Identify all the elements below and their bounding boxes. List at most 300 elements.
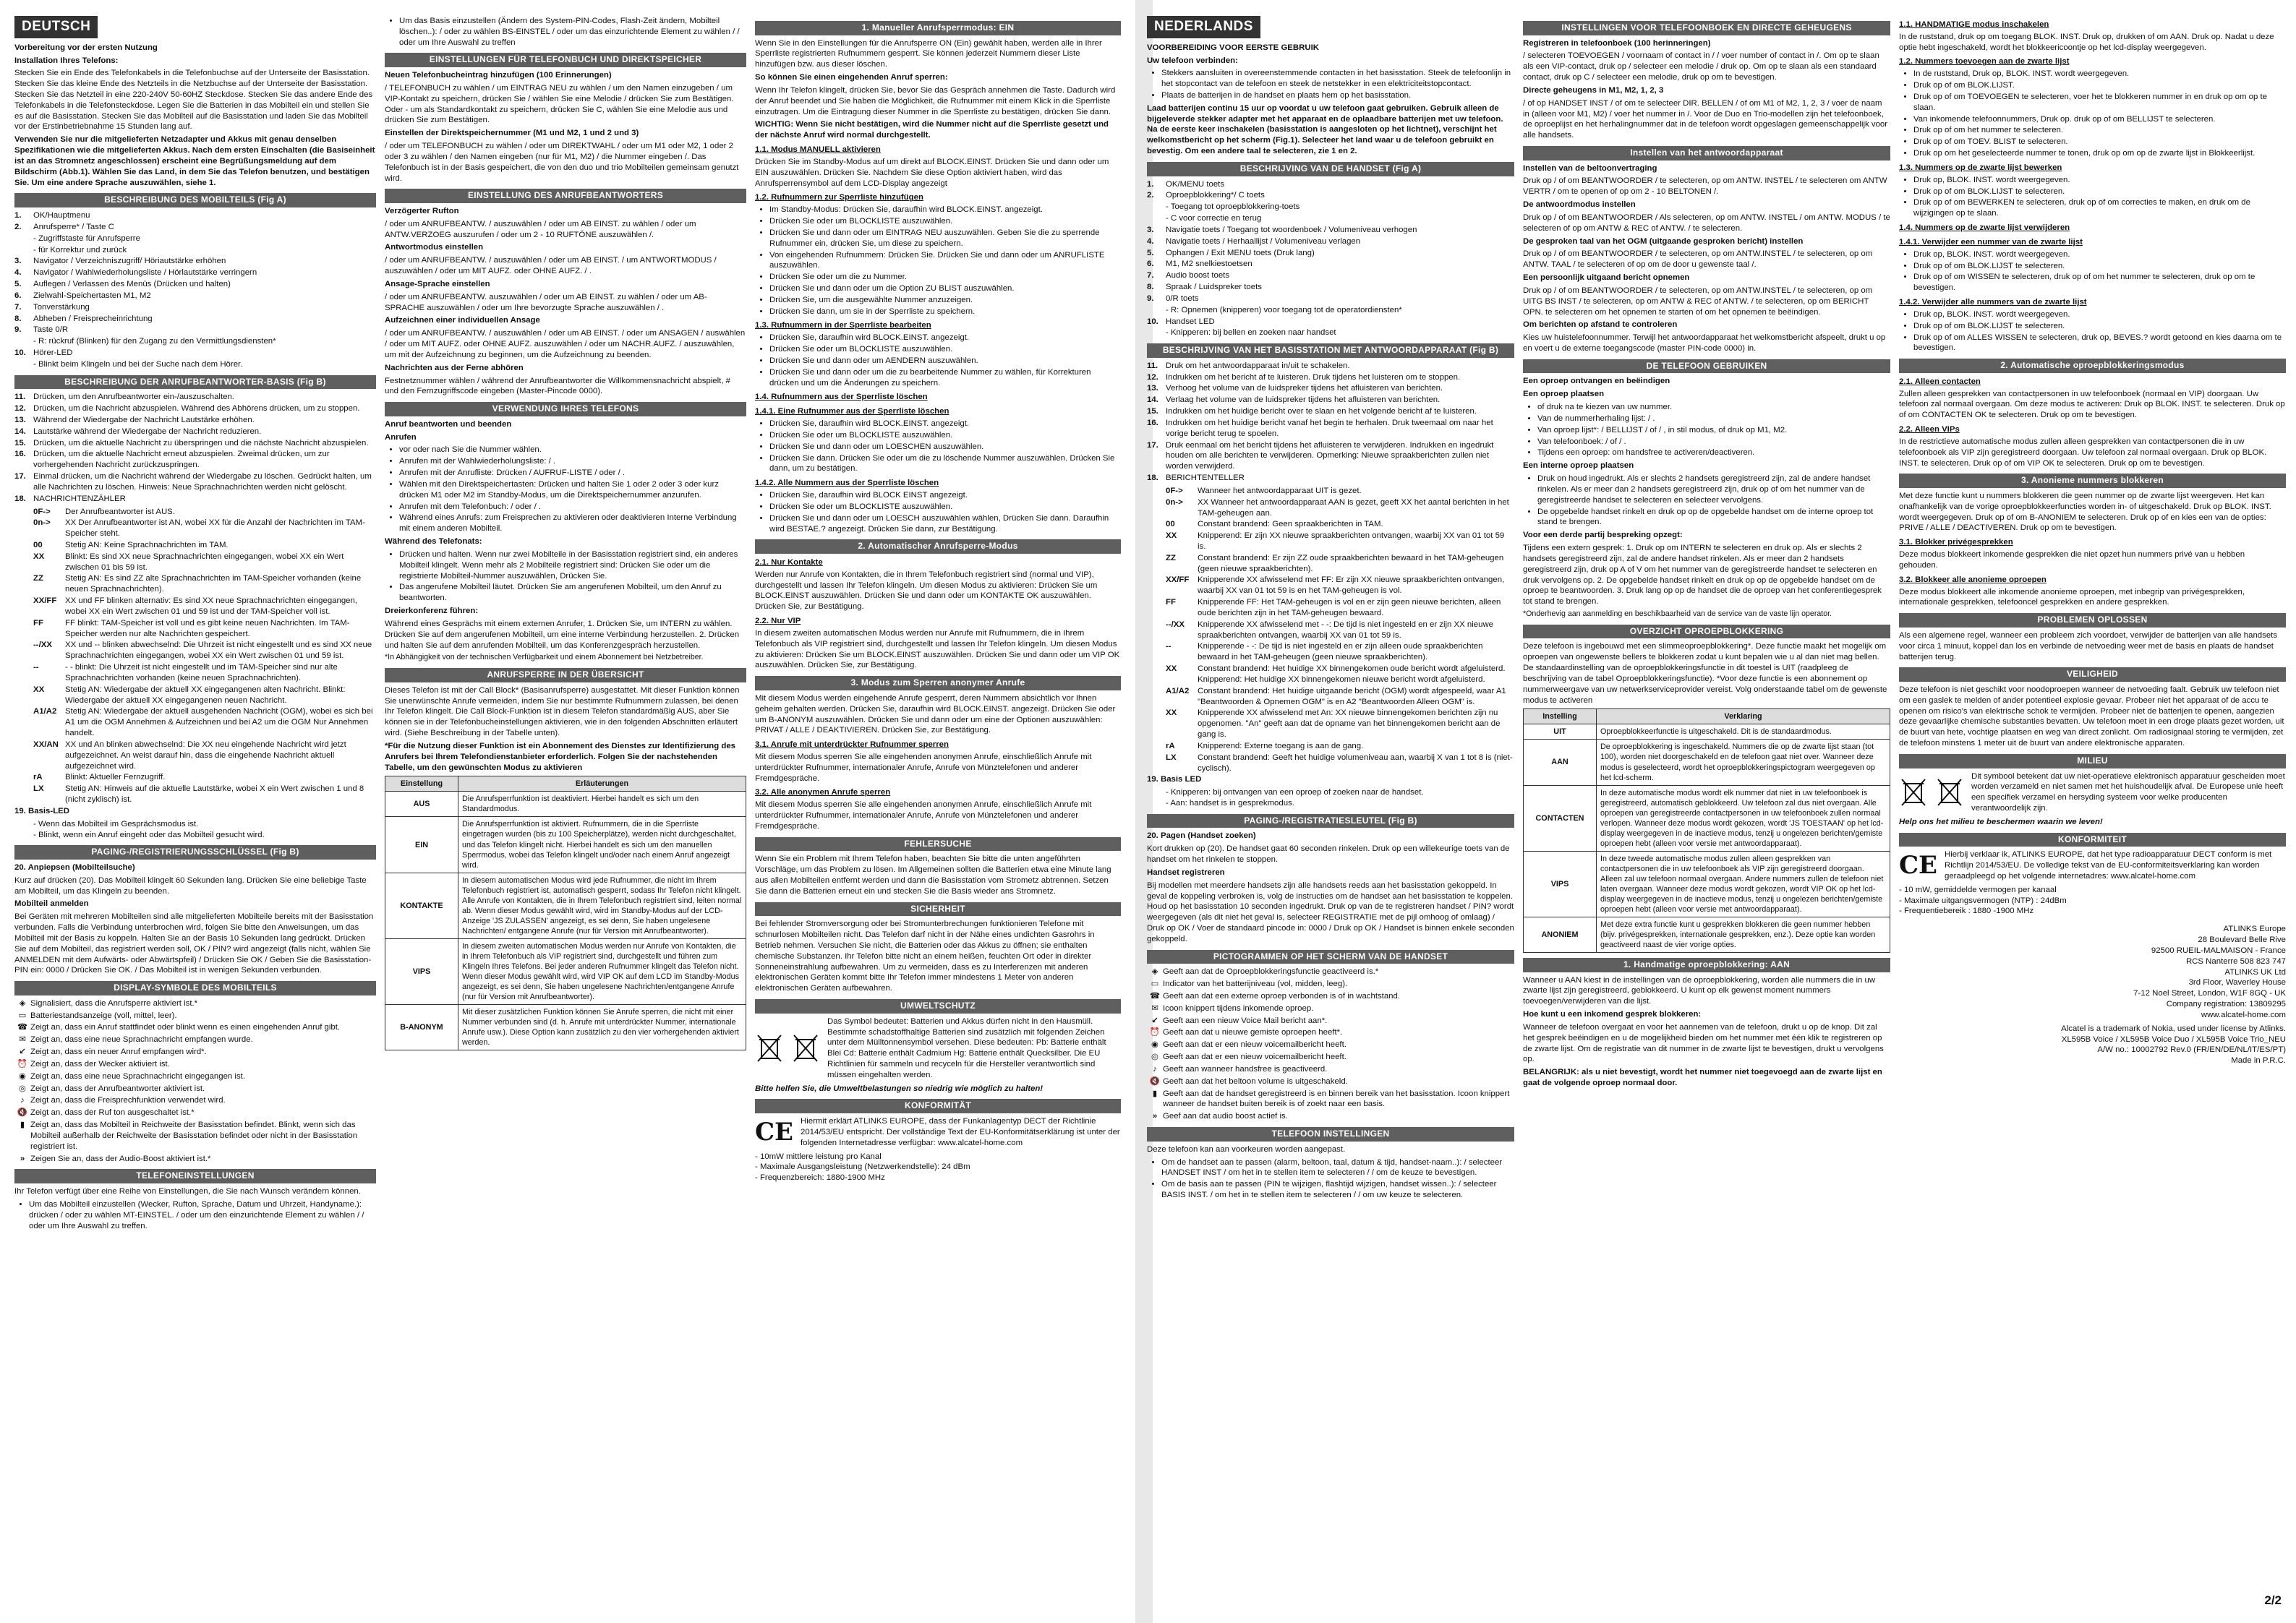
de-142-list (755, 490, 1121, 534)
nl-paging-heading: PAGING-/REGISTRATIESLEUTEL (Fig B) (1147, 814, 1514, 828)
counter-desc: Knipperende XX afwisselend met An: XX nieuwe binnengekomen berichten zijn nu opgenomen. "An" geeft aan dat de opname van het binnengekomen bericht aan de gang is. (1198, 708, 1501, 740)
list-item (1147, 236, 1514, 247)
icon-description: Zeigt an, dass das Mobilteil in Reichweite der Basisstation befindet. Blinkt, wenn sich das Mobilteil außerhalb der Reichweite der Basisstation befindet oder nicht in der Basisstation registriert ist. (30, 1121, 358, 1151)
list-item (14, 210, 376, 221)
list-item: • Drücken Sie und dann oder um die zu bearbeitende Nummer zu wählen, für Korrekturen drücken und um die Änderungen zu speichern. (769, 367, 1121, 389)
counter-row (1166, 664, 1514, 685)
list-item: • Drücken Sie und dann oder um AENDERN auszuwählen. (769, 356, 1121, 367)
icon-legend-row (14, 1120, 376, 1152)
model-list: XL595B Voice / XL595B Voice Duo / XL595B Voice Trio_NEU (2061, 1035, 2286, 1044)
table-row (385, 1004, 746, 1050)
table-row (1524, 724, 1890, 740)
list-item: • Druk op of om TOEVOEGEN te selecteren, voer het te blokkeren nummer in en druk op om op te slaan. (1913, 92, 2286, 114)
item-text: Druk eenmaal om het bericht tijdens het afluisteren te verwijderen. Indrukken en ingedrukt houden om alle berichten te verwijderen. Opmerking: Nieuwe spraakberichten zullen niet worden verwijderd. (1166, 440, 1494, 471)
list-item: • Anrufen mit der Wahlwiederholungsliste: / . (399, 456, 746, 467)
icon-description: Zeigt an, dass ein Anruf stattfindet oder blinkt wenn es einen eingehenden Anruf gibt. (30, 1023, 341, 1032)
de-block-text: Dieses Telefon ist mit der Call Block* (Basisanrufsperre) ausgestattet. Mit dieser Funktion können Sie unerwünschte Anrufe vermeiden, indem Sie nur bestimmte Rufnummern zulassen, bei denen Ihr Telefon klingelt. Die Call Block-Funktion ist in diesem Telefon standardmäßig AUS, aber Sie können sie in der Telefonbucheinstellungen aktivieren, wie in den folgenden Abschnitten erläutert wird. (Siehe Beschreibung in der Tabelle unten). (385, 685, 740, 738)
counter-code: ZZ (1166, 553, 1176, 562)
display-symbol-icon: ⏰ (17, 1059, 28, 1069)
de-142-heading: 1.4.2. Alle Nummern aus der Sperrliste löschen (755, 479, 939, 488)
de-rec-heading: Aufzeichnen einer individuellen Ansage (385, 316, 540, 325)
icon-description: Geeft aan dat de Oproepblokkeringsfunctie geactiveerd is.* (1163, 967, 1379, 977)
icon-legend-row (14, 1047, 376, 1058)
icon-legend-row (14, 1084, 376, 1095)
display-symbol-icon: ◉ (1151, 1040, 1158, 1050)
nl-table-header-setting: Instelling (1524, 709, 1597, 724)
counter-code: FF (33, 618, 43, 628)
de-fault-text: Wenn Sie ein Problem mit Ihrem Telefon haben, beachten Sie bitte die unten angeführten Vorschläge, um das Problem zu lösen. Im Allgemeinen sollten die Batterien etwa eine Minute lang aus allen Mobilteilen entfernt werden und dann die Basisstation vom Strometz abtrennen. Setzen Sie dann die Batterien erneut ein und stecken Sie die Basis wieder ans Stromnetz. (755, 855, 1111, 896)
item-number: 17. (1147, 440, 1158, 450)
list-item: • Druk op of om ALLES WISSEN te selecteren, druk op, BEVES.? wordt getoond en kies daarna om te bevestigen. (1913, 333, 2286, 354)
item-text: Lautstärke während der Wiedergabe der Nachricht reduzieren. (33, 427, 262, 436)
de-table-header-explanation: Erläuterungen (458, 776, 746, 792)
item-text: Taste 0/R (33, 325, 69, 335)
counter-desc: Blinkt: Aktueller Fernzugriff. (65, 773, 166, 782)
list-item (14, 348, 376, 359)
item-number: 7. (14, 302, 22, 312)
item-number: 11. (14, 393, 26, 402)
mode-name: AUS (385, 792, 458, 817)
counter-desc: Wanneer het antwoordapparaat UIT is gezet. (1198, 486, 1362, 495)
text-line: - Blinkt, wenn ein Anruf eingeht oder das Mobilteil gesucht wird. (33, 830, 265, 839)
list-item (1147, 190, 1514, 201)
list-item: • Van telefoonboek: / of / . (1537, 437, 1890, 447)
counter-code: A1/A2 (33, 707, 57, 716)
list-item: • Druk op, BLOK. INST. wordt weergegeven. (1913, 175, 2286, 186)
de-conformity-text: Hiermit erklärt ATLINKS EUROPE, dass der Funkanlagentyp DECT der Richtlinie 2014/53/EU entspricht. Der vollständige Text der EU-Konformitätserklärung ist unter der folgenden Internetadresse verfügbar: www.alcatel-home.com (800, 1117, 1120, 1147)
list-item (1147, 361, 1514, 372)
de-telset-bullet-2: • Um das Basis einzustellen (Ändern des System-PIN-Codes, Flash-Zeit ändern, Mobilteil löschen..): / oder zu wählen BS-EINSTEL / oder um das einzurichtende Element zu wählen / / oder um Ihre Auswahl zu treffen (399, 16, 746, 48)
list-item: • vor oder nach Sie die Nummer wählen. (399, 445, 746, 455)
item-number: 1. (1147, 179, 1154, 189)
nl-fault-text: Als een algemene regel, wanneer een probleem zich voordoet, verwijder de batterijen van alle handsets voor circa 1 minuut, koppel dan los en verbinde de netvoeding weer met de basis en plaats de handset batterijen terug. (1899, 630, 2278, 661)
list-item: • Van de nummerherhaling lijst: / . (1537, 414, 1890, 424)
icon-description: Geeft aan dat u nieuwe gemiste oproepen heeft*. (1163, 1028, 1343, 1037)
nl-overview-text: Deze telefoon is ingebouwd met een slimmeoproepblokkering*. Deze functie maakt het mogelijk om oproepen van ongewenste bellers te blokkeren zodat u kunt bepalen wie u al dan niet mag bellen. De standaardinstelling van de oproepblokkeringsfunctie in dit toestel is UIT (raadpleeg de beschrijving van de tabel Oproepblokkeringsfunctie). *Voor deze functie is een abonnement op nummerweergave van uw netwerkserviceprovider vereist. Volg onderstaande tabel om de gewenste modus te activeren (1523, 642, 1887, 705)
icon-description: Geeft aan dat het beltoon volume is uitgeschakeld. (1163, 1076, 1348, 1086)
nl-13-heading: 1.3. Nummers op de zwarte lijst bewerken (1899, 163, 2062, 172)
mode-name: VIPS (1524, 851, 1597, 917)
item-text: Einmal drücken, um die Nachricht während der Wiedergabe zu löschen. Gedrückt halten, um alle Nachrichten zu löschen. Hinweis: Neue Sprachnachrichten werden nicht gelöscht. (33, 472, 372, 492)
item-number: 4. (14, 268, 22, 278)
nl-14-heading: 1.4. Nummers op de zwarte lijst verwijderen (1899, 223, 2070, 233)
nl-mode-text: Druk op / of om BEANTWOORDER / Als selecteren, op om ANTW. INSTEL / om ANTW. MODUS / te selecteren of op om ANTW & REC of ANTW. / te selecteren. (1523, 213, 1890, 233)
icon-description: Zeigt an, dass der Wecker aktiviert ist. (30, 1059, 170, 1069)
list-item: • Van inkomende telefoonnummers, Druk op. druk op of om BELLIJST te selecteren. (1913, 114, 2286, 125)
de-delay-text: / oder um ANRUFBEANTW. / auszuwählen / oder um AB EINST. zu wählen / oder um ANTW.VERZOEG auszurufen / oder um 2 - 10 RUFTÖNE auszuwählen /. (385, 219, 696, 239)
list-item: • Druk op of om TOEV. BLIST te selecteren. (1913, 137, 2286, 147)
item-text: Ophangen / Exit MENU toets (Druk lang) (1166, 248, 1315, 257)
nl-conformity-row (1899, 849, 2286, 881)
item-number: 15. (14, 438, 26, 447)
nl-tam-heading: Instellen van het antwoordapparaat (1523, 146, 1890, 160)
de-rec-text: / oder um ANRUFBEANTW. / auszuwählen / oder um AB EINST. / oder um ANSAGEN / auswählen / oder um MIT AUFZ. oder OHNE AUFZ. auszuwählen / oder um NACHR.AUFZ. / auszuwählen, um mit der Aufzeichnung zu beginnen, um die Aufzeichnung zu beenden. (385, 329, 746, 359)
counter-row (1166, 531, 1514, 552)
de-32-heading: 3.2. Alle anonymen Anrufe sperren (755, 788, 891, 797)
list-item (14, 267, 376, 278)
de-base-list (14, 392, 376, 504)
item-number: 14. (14, 427, 26, 436)
counter-code: LX (1166, 753, 1177, 762)
item-text: Druk om het antwoordapparaat in/uit te schakelen. (1166, 361, 1350, 370)
counter-desc: Knipperend: Externe toegang is aan de gang. (1198, 741, 1364, 750)
nl-auto-heading: 2. Automatische oproepblokkeringsmodus (1899, 359, 2286, 373)
text-line: - Aan: handset is in gesprekmodus. (1166, 799, 1294, 808)
list-item (1147, 383, 1514, 394)
nl-env-row (1899, 771, 2286, 814)
nl-13-list (1899, 175, 2286, 219)
de-13-list (755, 333, 1121, 388)
list-item (14, 449, 376, 471)
list-item: • Von eingehenden Rufnummern: Drücken Sie. Drücken Sie und dann oder um ANRUFLISTE auszuwählen. (769, 250, 1121, 272)
icon-legend-row (1147, 1064, 1514, 1075)
counter-row (1166, 575, 1514, 596)
text-line: - 10mW mittlere leistung pro Kanal (755, 1152, 882, 1161)
icon-legend-row (1147, 1111, 1514, 1122)
list-item (14, 291, 376, 301)
counter-desc: Der Anrufbeantworter ist AUS. (65, 507, 175, 516)
mode-name: B-ANONYM (385, 1004, 458, 1050)
ce-mark-icon: CE (1899, 851, 1937, 881)
item-text: Während der Wiedergabe der Nachricht Lautstärke erhöhen. (33, 415, 255, 424)
nl-column-1 (1147, 16, 1514, 1609)
list-item (1147, 317, 1514, 327)
icon-description: Batteriestandsanzeige (voll, mittel, leer). (30, 1011, 177, 1020)
counter-code: --/XX (33, 641, 52, 650)
counter-row (1166, 708, 1514, 740)
counter-row (33, 662, 376, 684)
nl-remote-heading: Om berichten op afstand te controleren (1523, 320, 1678, 330)
list-item: • Das angerufene Mobilteil läutet. Drücken Sie am angerufenen Mobilteil, um den Anruf zu beantworten. (399, 582, 746, 604)
text-line: - Frequenzbereich: 1880-1900 MHz (755, 1173, 885, 1183)
mode-description: Mit dieser zusätzlichen Funktion können Sie Anrufe sperren, die nicht mit einer Nummer verbunden sind (d. h. Anrufe mit unterdrückter Nummer, internationale Anrufe usw.). Diese Option kann zusätzlich zu den vier vorhergehenden aktiviert werden. (458, 1004, 746, 1050)
counter-code: XX/FF (33, 596, 57, 606)
nl-conf-text: Tijdens een extern gesprek: 1. Druk op om INTERN te selecteren en druk op. Als er slechts 2 handsets geregistreerd zijn, zal de andere handset rinkelen. Als er meer dan 2 handsets geregistreerd zijn, druk op A of V om het nummer van de geregistreerde handset te selecteren en druk vervolgens op. 2. De opgebelde handset rinkelt en druk op op de opgebelde handset om de oproep te beantwoorden. 3. Druk lang op op de handset die de oproep van het conferentiegesprek tot stand te brengen. (1523, 544, 1882, 607)
de-direct-text: / oder um TELEFONBUCH zu wählen / oder um DIREKTWAHL / oder um M1 oder M2, 1 oder 2 oder 3 zu wählen / den Namen eingeben (nur für M1, M2) / die Nummer eingeben /. Das Telefonbuch ist in der Basis gespeichert, die von den duo und trio Mobilteilen gemeinsam genutzt wird. (385, 142, 739, 183)
de-31-text: Mit diesem Modus sperren Sie alle eingehenden anonymen Anrufe, einschließlich Anrufe mit unterdrückter Rufnummer, internationaler Anrufe, Anrufe von Münztelefonen und anderer Fremdgespräche. (755, 752, 1092, 783)
list-item: • Tijdens een oproep: om handsfree te activeren/deactiveren. (1537, 447, 1890, 458)
counter-row (1166, 686, 1514, 708)
list-item: • Während eines Anrufs: zum Freisprechen zu aktivieren oder deaktivieren Interne Verbindung mit einem anderen Mobilteil. (399, 513, 746, 534)
de-conformity-heading: KONFORMITÄT (755, 1099, 1121, 1113)
list-item: • Wählen mit den Direktspeichertasten: Drücken und halten Sie 1 oder 2 oder 3 oder kurz drücken M1 oder M2 im Standby-Modus, um die Direktspeichernummer anzurufen. (399, 479, 746, 501)
nl-delay-text: Druk op / of om BEANTWOORDER / te selecteren, op om ANTW. INSTEL / te selecteren om ANTW VERTR / om te openen of op om 2 - 10 BELTONEN /. (1523, 176, 1887, 197)
list-item (14, 471, 376, 493)
display-symbol-icon: ✉ (19, 1035, 26, 1045)
list-item: • Druk op of om het nummer te selecteren. (1913, 125, 2286, 136)
nl-manual-subheading: Hoe kunt u een inkomend gesprek blokkeren: (1523, 1010, 1702, 1019)
icon-legend-row (1147, 967, 1514, 977)
text-line: - Wenn das Mobilteil im Gesprächsmodus ist. (33, 819, 199, 828)
nl-conf-heading: Voor een derde partij bespreking opzegt: (1523, 531, 1683, 540)
nl-intro-bullets (1147, 68, 1514, 100)
icon-legend-row (1147, 1076, 1514, 1087)
counter-row (33, 596, 376, 617)
nl-mode-heading: De antwoordmodus instellen (1523, 200, 1636, 210)
nl-remote-text: Kies uw huistelefoonnummer. Terwijl het antwoordapparaat het welkomstbericht afspeelt, drukt u op en voert u de externe toegangscode (master PIN-code 0000) in. (1523, 333, 1886, 354)
counter-desc: XX und FF blinken alternativ: Es sind XX neue Sprachnachrichten eingegangen, wobei XX ein Wert zwischen 01 und 59 ist und der TAM-Speicher voll ist. (65, 596, 357, 616)
item-text: Navigator / Verzeichniszugriff/ Höriautstärke erhöhen (33, 257, 226, 266)
list-item: • Drücken Sie und dann oder um EINTRAG NEU auszuwählen. Geben Sie die zu sperrende Rufnummer ein, drücken Sie, um diese zu speichern. (769, 228, 1121, 249)
text-line: 28 Boulevard Belle Rive (2198, 935, 2286, 945)
counter-row (33, 518, 376, 539)
list-item: • of druk na te kiezen van uw nummer. (1537, 402, 1890, 413)
nl-conformity-specs (1899, 885, 2286, 917)
nl-31-heading: 3.1. Blokker privégesprekken (1899, 538, 2013, 547)
list-item (14, 392, 376, 403)
list-item (14, 438, 376, 449)
list-item: • Druk op of om WISSEN te selecteren, druk op of om het nummer te selecteren, druk op om te bevestigen. (1913, 272, 2286, 294)
nl-register-heading: Handset registreren (1147, 868, 1225, 877)
item-number (14, 336, 33, 347)
icon-legend-row (1147, 979, 1514, 990)
text-line: - 10 mW, gemiddelde vermogen per kanaal (1899, 885, 2057, 894)
item-number: 9. (14, 325, 22, 335)
list-item (14, 359, 376, 370)
text-line: 7-12 Noel Street, London, W1F 8GQ - UK (2133, 989, 2286, 998)
icon-description: Geeft aan dat de handset geregistreerd is en binnen bereik van het basisstation. Icoon knippert wanneer de handset buiten bereik is of zoekt naar een basis. (1163, 1089, 1510, 1109)
mode-description: In diesem automatischen Modus wird jede Rufnummer, die nicht im Ihrem Telefonbuch registriert ist, automatisch gesperrt, sodass Ihr Telefon nicht klingelt. Alle Anrufe von Kontakten, die in Ihrem Telefonbuch registriert sind, leiten normal ab. Wenn dieser Modus gewählt wird, wird im Standby-Modus auf der LCD-Anzeige 'JS ZULASSEN' angezeigt, es sei denn, Sie haben ungelesene Nachrichten/ entgangene Anrufe (nur für Version mit Anrufbeantworter). (458, 873, 746, 938)
de-paging-text: Kurz auf drücken (20). Das Mobilteil klingelt 60 Sekunden lang. Drücken Sie eine beliebige Taste am Mobilteil, um das Klingeln zu beenden. (14, 875, 367, 896)
counter-desc: Constant brandend: Geeft het huidige volumeniveau aan, waarbij X van 1 tot 8 is (niet-cyclisch). (1198, 753, 1513, 773)
de-32-text: Mit diesem Modus sperren Sie alle eingehenden anonymen Anrufe, einschließlich Anrufe mit unterdrückter Rufnummer, internationaler Anrufe, Anrufe von Münztelefonen und anderer Fremdgespräche. (755, 800, 1092, 831)
item-number: 3. (14, 257, 22, 266)
nl-12-list (1899, 69, 2286, 159)
counter-code: XX (1166, 531, 1177, 541)
counter-code: 00 (33, 541, 43, 549)
counter-code: XX (33, 552, 45, 561)
counter-code: rA (1166, 741, 1175, 750)
text-line: Company registration: 13809295 (2166, 1000, 2286, 1009)
item-text: Indrukken om het huidige bericht vanaf het begin te herhalen. Druk tweemaal om naar het vorige bericht terug te spoelen. (1166, 418, 1493, 438)
nl-book-subheading: Registreren in telefoonboek (100 herinneringen) (1523, 38, 1711, 48)
counter-row (1166, 519, 1514, 530)
display-symbol-icon: ✉ (1151, 1003, 1158, 1013)
de-safety-text: Bei fehlender Stromversorgung oder bei Stromunterbrechungen funktionieren Telefone mit schnurlosen Mobilteilen nicht. Das Telefon darf nicht in der Nähe eines undichten Gasrohrs in Betrieb nehmen. Versuchen Sie nicht, die Batterien oder das Akkus zu öffnen; sie enthalten chemische Substanzen. Ihr Telefon bitte nicht an einem heißen, feuchten Ort oder in direkter Sonneneinstrahlung aufbewahren. Um zu vermeiden, dass es zu Interferenzen mit anderen elektronischen Geräten kommt bitte Ihr Telefon immer mindestens 1 Meter von anderen elektronischen Geräten aufbewahren. (755, 920, 1095, 993)
list-item (1147, 406, 1514, 417)
table-row (1524, 851, 1890, 917)
de-manual-heading: 1. Manueller Anrufsperrmodus: EIN (755, 21, 1121, 35)
list-item: • Drücken Sie dann, um sie in der Sperrliste zu speichern. (769, 307, 1121, 317)
nl-led-lines (1147, 787, 1514, 809)
nl-env-help: Help ons het milieu te beschermen waarin we leven! (1899, 817, 2103, 826)
de-column-2 (385, 16, 746, 1609)
icon-description: Geeft aan wanneer handsfree is geactiveerd. (1163, 1064, 1328, 1074)
de-12-list (755, 205, 1121, 317)
list-item (14, 222, 376, 233)
de-block-heading: ANRUFSPERRE IN DER ÜBERSICHT (385, 668, 746, 682)
page-number: 2/2 (2264, 1593, 2282, 1607)
icon-legend-row (1147, 1003, 1514, 1014)
icon-legend-row (14, 1071, 376, 1082)
list-item: • Druk op of om BLOK.LIJST. (1913, 80, 2286, 91)
counter-desc: Knipperende FF: Het TAM-geheugen is vol en er zijn geen nieuwe berichten, alleen oude berichten zijn in het TAM-geheugen bewaard. (1198, 598, 1501, 617)
icon-legend-row (1147, 1089, 1514, 1110)
item-number (14, 359, 33, 370)
list-item (1147, 248, 1514, 259)
counter-row (33, 540, 376, 551)
nl-11-text: In de ruststand, druk op om toegang BLOK. INST. Druk op, drukken of om AAN. Druk op. Nadat u deze optie hebt ingeschakeld, wordt het blokkeericoontje op het lcd-display weergegeven. (1899, 32, 2274, 52)
de-call-heading: Anrufen (385, 432, 417, 442)
nl-manual-text: Wanneer u AAN kiest in de instellingen van de oproepblokkering, worden alle nummers die in uw zwarte lijst zijn geregistreerd, geblokkeerd. U kunt op elk gewenst moment nummers toevoegen/verwijderen van die lijst. (1523, 975, 1876, 1006)
mode-name: KONTAKTE (385, 873, 458, 938)
icon-legend-row (14, 1108, 376, 1118)
de-manual-text-2: Wenn Ihr Telefon klingelt, drücken Sie, bevor Sie das Gespräch annehmen die Taste. Dadurch wird der Anruf beendet und Sie haben die Möglichkeit, die Rufnummer mit einem Klick in die Sperrliste einzutragen. Um die Eintragung dieser Nummer in die Sperrliste zu bestätigen, drücken Sie dann. (755, 85, 1116, 116)
list-item: • Druk op of om BEWERKEN te selecteren, druk op of om correcties te maken, en druk om de wijzigingen op te slaan. (1913, 197, 2286, 219)
icon-description: Zeigt an, dass eine neue Sprachnachricht empfangen wurde. (30, 1035, 253, 1045)
display-symbol-icon: 🔇 (17, 1108, 28, 1118)
de-mode-heading: Antwortmodus einstellen (385, 243, 484, 252)
de-12-heading: 1.2. Rufnummern zur Sperrliste hinzufügen (755, 193, 923, 202)
item-text: Handset LED (1166, 317, 1215, 326)
de-manual-text: Wenn Sie in den Einstellungen für die Anrufsperre ON (Ein) gewählt haben, werden alle in Ihrer Sperrliste registrierten Rufnummern gesperrt. Sie können jederzeit Nummern dieser Liste hinzufügen bzw. aus dieser löschen. (755, 38, 1102, 69)
nl-int-heading: Een interne oproep plaatsen (1523, 461, 1634, 471)
item-text: - Zugriffstaste für Anrufsperre (33, 234, 140, 243)
nl-141-list (1899, 249, 2286, 294)
de-anon-text: Mit diesem Modus werden eingehende Anrufe gesperrt, deren Nummern absichtlich vor Ihnen geheim gehalten werden. Drücken Sie, daraufhin wird BLOCK.EINST. angezeigt. Drücken Sie oder um B-ANONYM auszuwählen. Drücken Sie und dann oder um eine der Optionen auszuwählen: PRIVAT / ALLE / DEAKTIVIEREN. Drücken Sie, zur Bestätigung. (755, 693, 1116, 735)
item-text: Spraak / Luidspreker toets (1166, 283, 1262, 292)
counter-row (33, 784, 376, 805)
counter-code: rA (33, 773, 43, 782)
de-manual-subheading: So können Sie einen eingehenden Anruf sperren: (755, 73, 948, 82)
icon-legend-row (14, 998, 376, 1009)
nl-conf-note: *Onderhevig aan aanmelding en beschikbaarheid van de service van de vaste lijn operator. (1523, 609, 1832, 619)
nl-block-table (1523, 708, 1890, 953)
text-line: - Maximale uitgangsvermogen (NTP) : 24dBm (1899, 896, 2067, 905)
de-table-body (385, 792, 746, 1050)
de-31-heading: 3.1. Anrufe mit unterdrückter Rufnummer sperren (755, 740, 949, 750)
item-text: Navigatie toets / Toegang tot woordenboek / Volumeniveau verhogen (1166, 225, 1417, 234)
item-number (14, 245, 33, 256)
counter-code: FF (1166, 598, 1176, 607)
item-number: 2. (1147, 191, 1154, 200)
nl-31-text: Deze modus blokkeert inkomende gesprekken die niet opzet hun nummers privé van u hebben gehouden. (1899, 550, 2245, 570)
list-item: • Druk op of om BLOK.LIJST te selecteren. (1913, 321, 2286, 332)
list-item: • Drücken Sie, daraufhin wird BLOCK.EINST. angezeigt. (769, 419, 1121, 429)
de-table-header-setting: Einstellung (385, 776, 458, 792)
de-delay-heading: Verzögerter Rufton (385, 206, 459, 215)
de-led-lines (14, 819, 376, 841)
counter-code: XX (1166, 664, 1177, 674)
mode-name: ANONIEM (1524, 917, 1597, 952)
item-text: NACHRICHTENZÄHLER (33, 494, 126, 503)
list-item: • Drücken Sie oder um BLOCKLISTE auszuwählen. (769, 344, 1121, 355)
list-item: • Drücken Sie oder um BLOCKLISTE auszuwählen. (769, 430, 1121, 441)
display-symbol-icon: ▮ (1152, 1089, 1158, 1098)
de-env-text: Das Symbol bedeutet: Batterien und Akkus dürfen nicht in den Hausmüll. Bestimmte schadstoffhaltige Batterien sind zusätzlich mit folgenden Zeichen unter dem Mülltonnensymbol versehen. Diese bedeuten: Pb: Batterie enthält Blei Cd: Batterie enthält Cadmium Hg: Batterie enthält Quecksilber. Die EU Richtlinien für sammeln und recyceln für die Hersteller verantwortlich sind müssen eingehalten werden. (827, 1016, 1106, 1079)
item-text: Anrufsperre* / Taste C (33, 222, 114, 231)
counter-desc: Knipperende XX afwisselend met - -: De tijd is niet ingesteld en er zijn XX nieuwe spraakberichten ontvangen, waarbij XX van 01 tot 59 is. (1198, 620, 1494, 640)
item-number: 1. (14, 211, 22, 220)
nl-conformity-heading: KONFORMITEIT (1899, 833, 2286, 847)
nl-direct-text: / of op HANDSET INST / of om te selecteer DIR. BELLEN / of om M1 of M2, 1, 2, 3 / voer de naam in (alleen voor M1, M2) / voer het nummer in /. Voor de Duo en Trio-modellen zijn het telefoonboek, de oproeplijst en het herhalingnummer dat in de telefoon wordt opgeslagen gemeenschappelijk voor alle handsets. (1523, 98, 1888, 140)
de-14-heading: 1.4. Rufnummern aus der Sperrliste löschen (755, 393, 928, 402)
mode-name: EIN (385, 817, 458, 873)
de-conf-text: Während eines Gesprächs mit einem externen Anrufer, 1. Drücken Sie, um INTERN zu wählen. Drücken Sie auf dem angerufenen Mobilteil, um eine interne Verbindung herzustellen. 2. Drücken und halten Sie auf dem anrufenden Mobilteil, um das Konferenzgespräch herzustellen. (385, 619, 740, 650)
de-env-heading: UMWELTSCHUTZ (755, 999, 1121, 1014)
item-text: Abheben / Freisprecheinrichtung (33, 314, 153, 323)
counter-row (1166, 641, 1514, 663)
nl-counter-table (1147, 486, 1514, 774)
item-number: 11. (1147, 361, 1158, 370)
counter-code: -- (1166, 642, 1172, 651)
counter-code: XX (33, 685, 45, 694)
display-symbol-icon: ⏰ (1149, 1028, 1161, 1037)
address-lines (1899, 924, 2286, 1020)
de-lang-text: / oder um ANRUFBEANTW. auszuwählen / oder um AB EINST. zu wählen / oder um AB-SPRACHE auszuwählen / oder um Ihre bevorzugte Sprache auszuwählen / . (385, 292, 707, 312)
counter-row (1166, 620, 1514, 641)
item-number: 16. (1147, 418, 1158, 427)
nl-int-list (1523, 474, 1890, 528)
trademark-note: Alcatel is a trademark of Nokia, used under license by Atlinks. (2061, 1024, 2286, 1033)
list-item: • Druk op, BLOK. INST. wordt weergegeven. (1913, 309, 2286, 320)
de-handset-heading: BESCHREIBUNG DES MOBILTEILS (Fig A) (14, 193, 376, 207)
icon-description: Zeigt an, dass eine neue Sprachnachricht eingegangen ist. (30, 1071, 245, 1081)
de-env-row (755, 1016, 1121, 1081)
list-item (14, 494, 376, 505)
icon-legend-row (14, 1095, 376, 1106)
counter-row (33, 618, 376, 640)
list-item (1147, 305, 1514, 316)
nl-anon-heading: 3. Anonieme nummers blokkeren (1899, 474, 2286, 488)
de-11-heading: 1.1. Modus MANUELL aktivieren (755, 145, 881, 155)
nl-manual-text-2: Wanneer de telefoon overgaat en voor het aannemen van de telefoon, drukt u op de knop. Dit zal het gesprek beëindigen en u de mogelijkheid bieden om het nummer met één klik te registreren op de zwarte lijst. Om de registratie van dit nummer in de zwarte lijst te bevestigen, drukt u vervolgens op. (1523, 1022, 1884, 1064)
mode-description: Die Anrufsperrfunktion ist deaktiviert. Hierbei handelt es sich um den Standardmodus. (458, 792, 746, 817)
counter-row (33, 573, 376, 595)
icon-description: Geeft aan een nieuw Voice Mail bericht aan*. (1163, 1016, 1328, 1025)
nl-tel-bullets (1147, 1157, 1514, 1201)
text-line: 92500 RUEIL-MALMAISON - France (2151, 946, 2286, 955)
list-item (14, 336, 376, 347)
item-text: M1, M2 snelkiestoetsen (1166, 260, 1252, 269)
list-item (14, 427, 376, 437)
icon-description: Icoon knippert tijdens inkomende oproep. (1163, 1003, 1314, 1013)
icon-legend-row (1147, 1027, 1514, 1038)
list-item: • Drücken Sie und dann oder um LOESCH auszuwählen wählen, Drücken Sie dann. Daraufhin wird BESTAE.? angezeigt. Drücken Sie dann, zur Bestätigung. (769, 513, 1121, 535)
icon-description: Zeigt an, dass der Anrufbeantworter aktiviert ist. (30, 1084, 205, 1093)
de-22-text: In diesem zweiten automatischen Modus werden nur Anrufe mit Rufnummern, die in Ihrem Telefonbuch als VIP registriert sind, durchgestellt und lassen Ihr Telefon klingeln. Um diesen Modus zu aktivieren: Drücken Sie um BLOCK.EINST auszuwählen. Drücken Sie und dann oder um VIP OK auszuwählen. Drücken Sie, zur Bestätigung. (755, 628, 1120, 670)
display-symbol-icon: ◈ (1151, 967, 1158, 977)
display-symbol-icon: ▭ (1151, 980, 1159, 989)
de-mode-text: / oder um ANRUFBEANTW. / auszuwählen / oder um AB EINST. / um ANTWORTMODUS / auszuwählen / oder um MIT AUFZ. oder OHNE AUFZ. / . (385, 256, 717, 276)
counter-desc: Constant brandend: Het huidige uitgaande bericht (OGM) wordt afgespeeld, waar A1 "Beantwoorden & Opnemen OGM" is en A2 "Beantwoorden Alleen OGM" is. (1198, 686, 1506, 706)
de-auto-heading: 2. Automatischer Anrufsperre-Modus (755, 539, 1121, 554)
counter-row (33, 706, 376, 738)
nl-21-text: Zullen alleen gesprekken van contactpersonen in uw telefoonboek (normaal en VIP) doorgaan. Uw telefoon zal normaal overgaan. Om deze modus te activeren: Druk op BLOK. INST. te selecteren. Druk op of om CONTACTEN OK te selecteren. Druk op om te bevestigen. (1899, 389, 2285, 420)
text-line: www.alcatel-home.com (2201, 1010, 2286, 1019)
nl-tel-heading: TELEFOON INSTELLINGEN (1147, 1127, 1514, 1142)
de-remote-heading: Nachrichten aus der Ferne abhören (385, 363, 524, 372)
table-row (385, 817, 746, 873)
list-item (1147, 179, 1514, 190)
list-item (14, 302, 376, 313)
de-counter-table (14, 507, 376, 805)
icon-legend-row (1147, 1040, 1514, 1050)
counter-desc: Knipperend: Er zijn XX nieuwe spraakberichten ontvangen, waarbij XX van 01 tot 59 is. (1198, 531, 1505, 551)
list-item: • Anrufen mit der Anrufliste: Drücken / AUFRUF-LISTE / oder / . (399, 468, 746, 479)
icon-description: Geeft aan dat er een nieuw voicemailbericht heeft. (1163, 1053, 1347, 1062)
nl-language-title: NEDERLANDS (1147, 16, 1260, 38)
list-item: • Drücken Sie, um die ausgewählte Nummer anzuzeigen. (769, 295, 1121, 306)
weee-bin-icon (755, 1032, 784, 1064)
item-number: 5. (14, 280, 22, 289)
company-address (1899, 924, 2286, 1066)
counter-desc: XX Der Anrufbeantworter ist AN, wobei XX für die Anzahl der Nachrichten im TAM-Speicher steht. (65, 518, 365, 539)
item-number: 14. (1147, 395, 1158, 405)
item-number: 8. (1147, 283, 1154, 292)
counter-row (33, 552, 376, 573)
icon-description: Indicator van het batterijniveau (vol, midden, leeg). (1163, 980, 1348, 989)
